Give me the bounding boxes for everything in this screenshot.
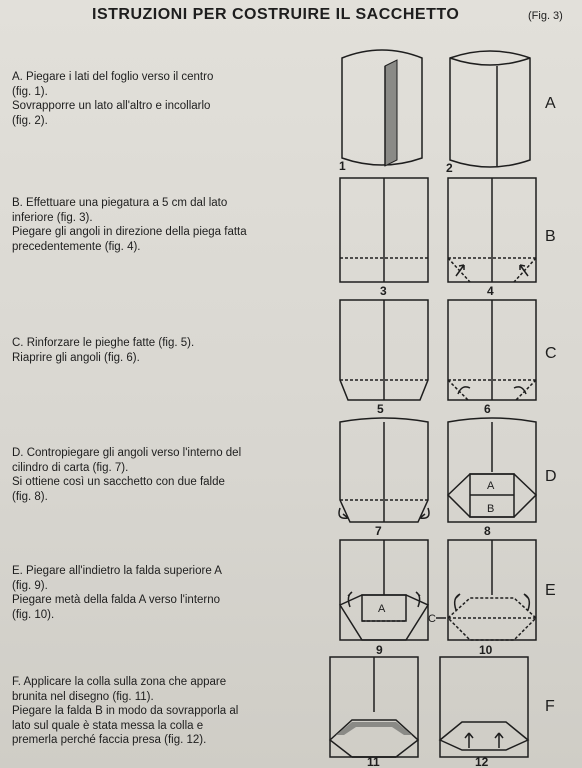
figure-number-6: 6 [484,402,491,416]
figure-number-10: 10 [479,643,493,657]
fig9-flap-a-label: A [378,603,386,615]
figure-number-2: 2 [446,161,453,175]
figure-number-3: 3 [380,284,387,298]
figure-number-5: 5 [377,402,384,416]
figure-10 [428,540,536,657]
step-f-text: F. Applicare la colla sulla zona che appare brunita nel disegno (fig. 11). Piegare la falda B in modo da sovrapporla al lato sul quale è stata messa la colla e premerla perché faccia presa (fig. 12). [12,676,239,746]
step-b-text: B. Effettuare una piegatura a 5 cm dal lato inferiore (fig. 3). Piegare gli angoli in direzione della piega fatta precedentemente (fig. 4). [12,197,247,253]
figure-number-7: 7 [375,524,382,538]
figures-panel [320,0,582,768]
step-d-letter: D [545,468,557,485]
page-title: ISTRUZIONI PER COSTRUIRE IL SACCHETTO [92,6,460,23]
figure-5 [340,300,428,416]
figure-4 [448,178,536,298]
figure-number-9: 9 [376,643,383,657]
figure-11 [330,657,418,768]
figure-number-11: 11 [367,755,380,768]
figure-reference: (Fig. 3) [528,10,563,22]
step-f-letter: F [545,698,555,715]
step-d-text: D. Contropiegare gli angoli verso l'interno del cilindro di carta (fig. 7). Si ottiene così un sacchetto con due falde (fig. 8). [12,447,242,503]
figure-1 [339,50,422,173]
figure-3 [340,178,428,298]
figure-number-1: 1 [339,159,346,173]
step-b-letter: B [545,228,556,245]
step-a-letter: A [545,95,556,112]
figure-12 [440,657,528,768]
step-e-text: E. Piegare all'indietro la falda superiore A (fig. 9). Piegare metà della falda A verso l'interno (fig. 10). [12,565,222,621]
step-e-letter: E [545,582,556,599]
figure-6 [448,300,536,416]
figure-2 [446,51,530,175]
figure-9 [340,540,428,657]
figure-7 [339,418,429,538]
marker-c-label: C [428,613,436,625]
flap-a-label: A [487,480,495,492]
figure-number-12: 12 [475,755,489,768]
flap-b-label: B [487,503,495,515]
step-c-letter: C [545,345,557,362]
step-c-text: C. Rinforzare le pieghe fatte (fig. 5). Riaprire gli angoli (fig. 6). [12,337,195,364]
figure-8 [448,418,536,538]
step-a-text: A. Piegare i lati del foglio verso il centro (fig. 1). Sovrapporre un lato all'altro e incollarlo (fig. 2). [12,71,214,127]
figure-number-8: 8 [484,524,491,538]
figure-number-4: 4 [487,284,494,298]
